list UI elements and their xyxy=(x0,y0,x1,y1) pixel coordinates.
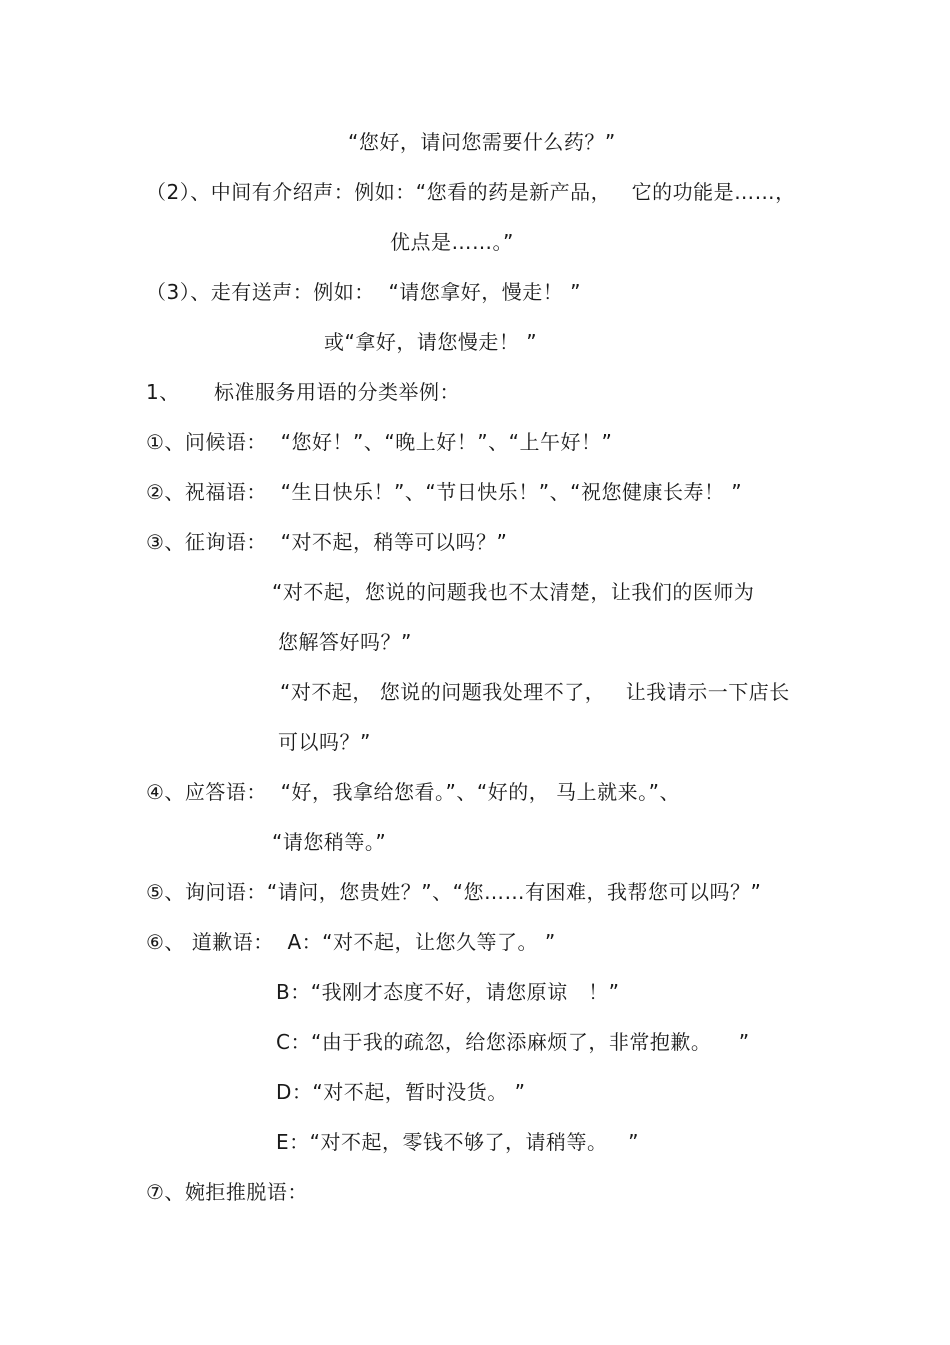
text-line: “对不起，您说的问题我也不太清楚，让我们的医师为 xyxy=(272,580,755,604)
text-line: ②、祝福语： “生日快乐！”、“节日快乐！”、“祝您健康长寿！ ” xyxy=(146,480,743,504)
text-line: ③、征询语： “对不起，稍等可以吗？” xyxy=(146,530,508,554)
text-line: ④、应答语： “好，我拿给您看。”、“好的， 马上就来。”、 xyxy=(146,780,680,804)
text-line: ⑥、 道歉语： A：“对不起，让您久等了。 ” xyxy=(146,930,556,954)
text-line: “您好，请问您需要什么药？” xyxy=(348,130,616,154)
section-heading: 1、 标准服务用语的分类举例： xyxy=(146,380,461,404)
text-line: （2）、中间有介绍声：例如：“您看的药是新产品， 它的功能是……， xyxy=(146,180,796,204)
text-line: 您解答好吗？” xyxy=(278,630,412,654)
text-line: 优点是……。” xyxy=(390,230,514,254)
text-line: “对不起， 您说的问题我处理不了， 让我请示一下店长 xyxy=(280,680,790,704)
text-line: 可以吗？” xyxy=(278,730,371,754)
text-line: ①、问候语： “您好！”、“晚上好！”、“上午好！” xyxy=(146,430,613,454)
text-line: E：“对不起，零钱不够了，请稍等。 ” xyxy=(276,1130,639,1154)
text-line: ⑤、询问语：“请问，您贵姓？”、“您……有困难，我帮您可以吗？” xyxy=(146,880,762,904)
text-line: C：“由于我的疏忽，给您添麻烦了，非常抱歉。 ” xyxy=(276,1030,750,1054)
text-line: （3）、走有送声：例如： “请您拿好，慢走！ ” xyxy=(146,280,582,304)
text-line: B：“我刚才态度不好，请您原谅 ！” xyxy=(276,980,620,1004)
text-line: ⑦、婉拒推脱语： xyxy=(146,1180,308,1204)
text-line: “请您稍等。” xyxy=(272,830,387,854)
text-line: D：“对不起，暂时没货。 ” xyxy=(276,1080,526,1104)
text-line: 或“拿好，请您慢走！ ” xyxy=(324,330,538,354)
